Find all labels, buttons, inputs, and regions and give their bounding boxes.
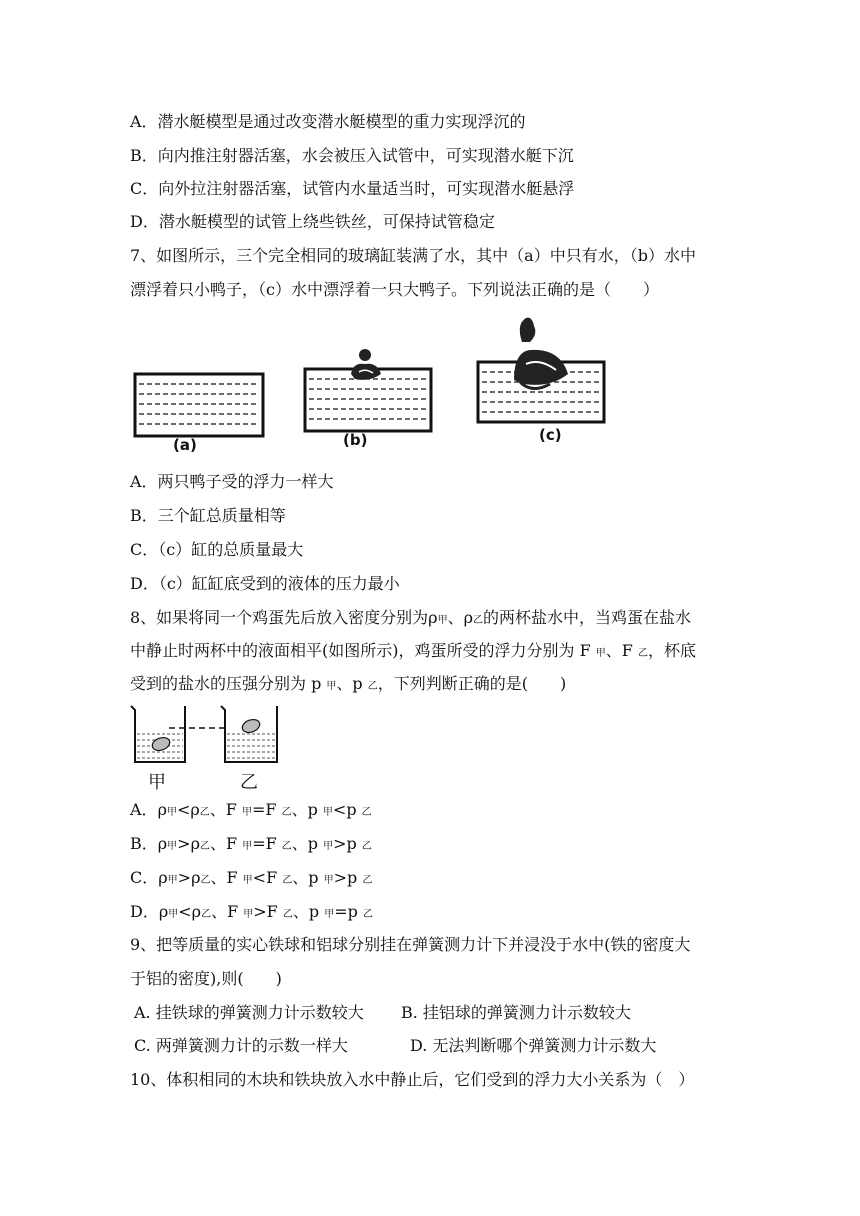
beaker-jia [131,706,185,762]
beaker-jia-label: 甲 [148,772,166,793]
q7-option-d: D．（c）缸缸底受到的液体的压力最小 [130,574,400,593]
q6-option-c: C．向外拉注射器活塞，试管内水量适当时，可实现潜水艇悬浮 [130,179,575,198]
q9-option-a: A. 挂铁球的弹簧测力计示数较大 [134,1003,364,1022]
beaker-yi [221,706,277,762]
egg-jia [150,735,171,752]
q8-option-c: C．ρ甲>ρ乙、F 甲<F 乙、p 甲>p 乙 [130,868,373,887]
q7-stem-line2: 漂浮着只小鸭子，（c）水中漂浮着一只大鸭子。下列说法正确的是（ ） [130,280,659,299]
beaker-yi-label: 乙 [240,772,258,793]
egg-yi [240,717,261,734]
q7-option-a: A．两只鸭子受的浮力一样大 [130,472,334,491]
q8-option-d: D．ρ甲<ρ乙、F 甲>F 乙、p 甲=p 乙 [130,902,373,921]
q7-option-c: C．（c）缸的总质量最大 [130,540,304,559]
q8-stem-line1: 8、如果将同一个鸡蛋先后放入密度分别为ρ甲、ρ乙的两杯盐水中，当鸡蛋在盐水 [130,608,692,627]
small-duck-icon [351,349,381,380]
q9-stem-line1: 9、把等质量的实心铁球和铝球分别挂在弹簧测力计下并浸没于水中(铁的密度大 [130,935,691,954]
q8-option-b: B．ρ甲>ρ乙、F 甲=F 乙、p 甲>p 乙 [130,834,372,853]
tank-a-label: (a) [173,436,197,454]
q10-stem: 10、体积相同的木块和铁块放入水中静止后，它们受到的浮力大小关系为（ ） [130,1070,695,1089]
q6-option-a: A．潜水艇模型是通过改变潜水艇模型的重力实现浮沉的 [130,112,526,131]
q9-option-b: B. 挂铝球的弹簧测力计示数较大 [401,1003,631,1022]
q9-stem-line2: 于铝的密度),则( ) [130,969,282,988]
q8-beaker-figure [125,700,295,768]
q9-option-d: D. 无法判断哪个弹簧测力计示数大 [410,1036,657,1055]
big-duck-icon [514,318,568,389]
q8-stem-line3: 受到的盐水的压强分别为 p 甲、p 乙，下列判断正确的是( ) [130,674,567,693]
q8-stem-line2: 中静止时两杯中的液面相平(如图所示)，鸡蛋所受的浮力分别为 F 甲、F 乙，杯底 [130,641,696,660]
q7-stem-line1: 7、如图所示，三个完全相同的玻璃缸装满了水，其中（a）中只有水，（b）水中 [130,246,696,265]
tank-a [135,374,263,436]
q6-option-b: B．向内推注射器活塞，水会被压入试管中，可实现潜水艇下沉 [130,146,574,165]
q8-option-a: A．ρ甲<ρ乙、F 甲=F 乙、p 甲<p 乙 [130,800,372,819]
tank-b-label: (b) [343,431,368,449]
q7-option-b: B．三个缸总质量相等 [130,506,286,525]
q6-option-d: D．潜水艇模型的试管上绕些铁丝，可保持试管稳定 [130,212,495,231]
q9-option-c: C. 两弹簧测力计的示数一样大 [134,1036,348,1055]
tank-c-label: (c) [539,426,562,444]
